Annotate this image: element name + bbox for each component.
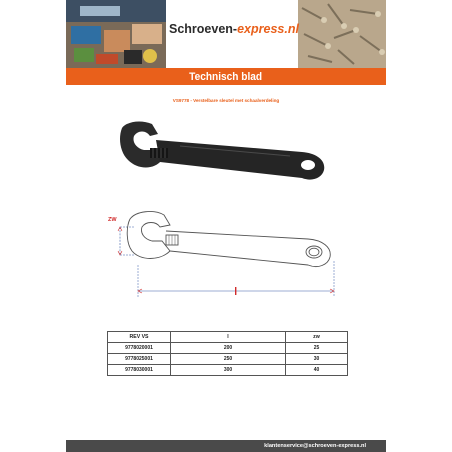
logo-text-secondary: express.nl <box>237 22 299 36</box>
wrench-photo <box>120 120 335 197</box>
page-title: Technisch blad <box>189 70 263 83</box>
cell-article: 9778030001 <box>108 365 171 376</box>
dim-label-zw: ZW <box>108 217 117 223</box>
footer-email-link[interactable]: klantenservice@schroeven-express.nl <box>264 443 366 449</box>
product-subtitle: VS9778 - Verstelbare sleutel met schaalverdeling <box>172 98 280 103</box>
table-row <box>108 365 348 376</box>
cell-zw: 40 <box>286 365 348 376</box>
cell-article: 9778020001 <box>108 343 171 354</box>
technical-drawing <box>108 205 340 302</box>
logo-text-primary: Schroeven- <box>169 22 238 36</box>
dim-marker-l <box>235 287 236 295</box>
table-row <box>108 354 348 365</box>
header-zw: zw <box>286 332 348 343</box>
header-banner <box>66 0 386 68</box>
title-bar <box>66 68 386 85</box>
spec-table <box>107 331 348 376</box>
footer-bar <box>66 440 386 452</box>
table-row <box>108 343 348 354</box>
cell-zw: 25 <box>286 343 348 354</box>
cell-length: 250 <box>171 354 286 365</box>
brand-logo <box>169 22 299 36</box>
cell-article: 9778025001 <box>108 354 171 365</box>
cell-length: 300 <box>171 365 286 376</box>
header-length: l <box>171 332 286 343</box>
cell-zw: 30 <box>286 354 348 365</box>
table-header-row <box>108 332 348 343</box>
header-rev-vs: REV VS <box>108 332 171 343</box>
header-photo-screws <box>298 0 386 68</box>
cell-length: 200 <box>171 343 286 354</box>
header-photo-tools <box>66 0 166 68</box>
